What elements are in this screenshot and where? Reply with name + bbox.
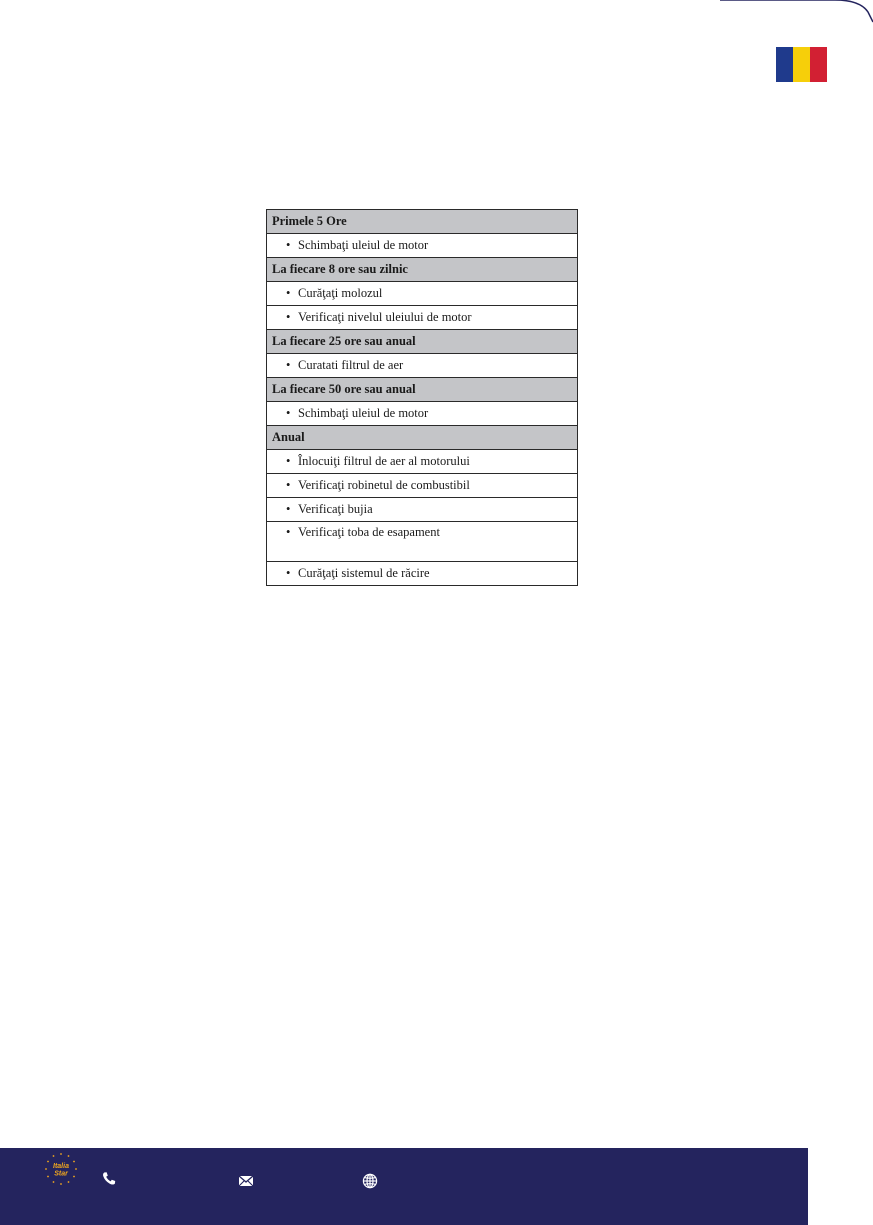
task-label: Curăţaţi sistemul de răcire [298,566,430,580]
task-label: Curatati filtrul de aer [298,358,404,372]
section-header-row [267,378,578,402]
table-row [267,282,578,306]
task-label: Înlocuiţi filtrul de aer al motorului [298,454,470,468]
section-header-row [267,426,578,450]
section-title: La fiecare 50 ore sau anual [267,378,578,402]
task-label: Schimbaţi uleiul de motor [298,406,429,420]
flag-stripe-yellow [793,47,810,82]
logo-text-star: Star [54,1170,68,1178]
bullet: • [286,238,291,252]
section-header-row [267,210,578,234]
task-label: Verificaţi bujia [298,502,373,516]
section-header-row [267,330,578,354]
logo-text-italia: Italia [53,1163,69,1170]
bullet: • [286,454,291,468]
section-title: Primele 5 Ore [267,210,578,234]
mail-icon [238,1173,254,1189]
bullet: • [286,566,291,580]
section-title: La fiecare 8 ore sau zilnic [267,258,578,282]
phone-icon [101,1171,117,1187]
globe-icon [362,1173,378,1189]
footer-bar [0,1148,808,1225]
task-label: Schimbaţi uleiul de motor [298,238,429,252]
bullet: • [286,358,291,372]
table-row [267,234,578,258]
section-title: Anual [267,426,578,450]
romanian-flag [776,47,827,82]
bullet: • [286,525,291,539]
bullet: • [286,286,291,300]
task-label: Curăţaţi molozul [298,286,383,300]
bullet: • [286,310,291,324]
bullet: • [286,502,291,516]
table-row [267,402,578,426]
flag-stripe-red [810,47,827,82]
table-row [267,474,578,498]
table-row [267,562,578,586]
header-decorative-line [0,0,873,30]
task-label: Verificaţi toba de esapament [298,525,440,539]
maintenance-table [266,209,578,586]
bullet: • [286,406,291,420]
section-header-row [267,258,578,282]
table-row [267,354,578,378]
bullet: • [286,478,291,492]
table-row [267,498,578,522]
maintenance-schedule [266,209,578,586]
table-row [267,306,578,330]
table-row [267,522,578,562]
task-label: Verificaţi robinetul de combustibil [298,478,470,492]
table-row [267,450,578,474]
italia-star-logo [44,1152,78,1186]
task-label: Verificaţi nivelul uleiului de motor [298,310,472,324]
section-title: La fiecare 25 ore sau anual [267,330,578,354]
flag-stripe-blue [776,47,793,82]
